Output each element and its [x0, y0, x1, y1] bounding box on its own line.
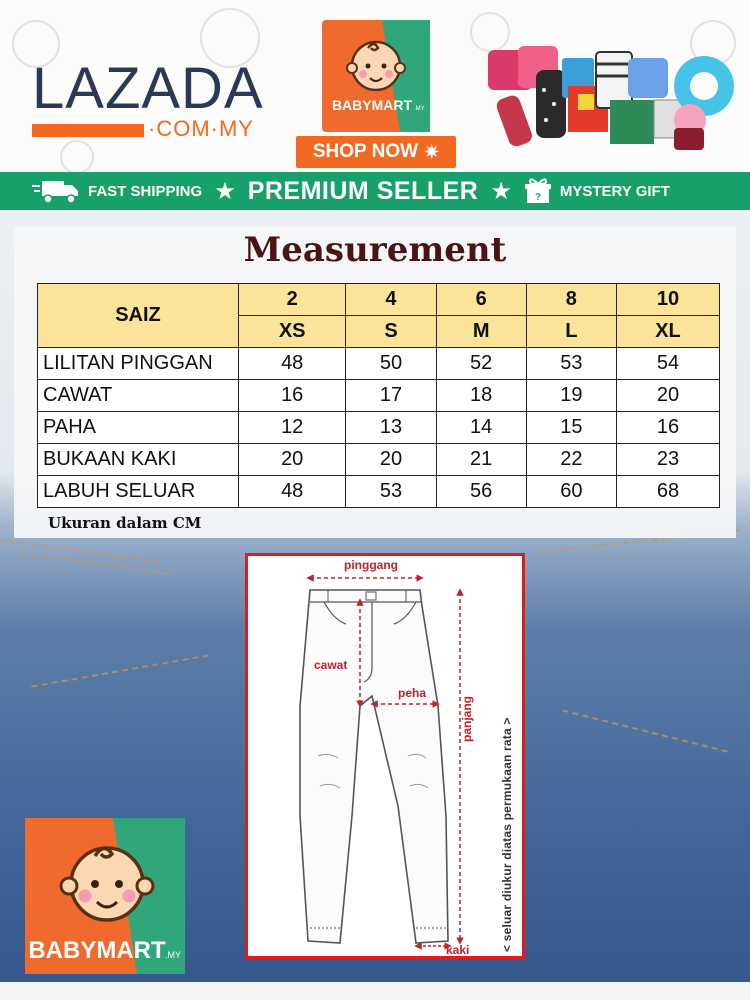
table-cell: 14: [436, 412, 526, 444]
logo-store-name: BABYMART: [28, 937, 166, 964]
size-letter-header: M: [436, 316, 526, 348]
table-cell: 20: [616, 380, 719, 412]
table-cell: 48: [239, 476, 346, 508]
table-cell: 12: [239, 412, 346, 444]
table-cell: 68: [616, 476, 719, 508]
mystery-gift-item: [524, 177, 670, 205]
shop-now-button[interactable]: [296, 136, 456, 168]
row-label: PAHA: [38, 412, 239, 444]
size-number-header: 6: [436, 284, 526, 316]
table-cell: 18: [436, 380, 526, 412]
table-cell: 13: [346, 412, 436, 444]
babymart-badge-logo: [322, 20, 430, 132]
size-chart-table: [37, 283, 720, 508]
table-cell: 52: [436, 348, 526, 380]
delivery-truck-icon: [32, 178, 80, 204]
babymart-logo: [25, 818, 185, 974]
table-cell: 20: [346, 444, 436, 476]
table-row: [38, 348, 720, 380]
fast-shipping-item: [32, 178, 202, 204]
pants-measurement-diagram: [245, 553, 525, 959]
unit-note: Ukuran dalam CM: [48, 514, 202, 532]
lazada-logo-text: LAZADA: [32, 56, 264, 121]
doodle-decoration: [60, 140, 94, 172]
row-label: CAWAT: [38, 380, 239, 412]
table-header-row: [38, 284, 720, 316]
table-cell: 53: [526, 348, 616, 380]
size-letter-header: L: [526, 316, 616, 348]
row-label: LILITAN PINGGAN: [38, 348, 239, 380]
store-header: [0, 0, 750, 172]
table-cell: 23: [616, 444, 719, 476]
size-number-header: 2: [239, 284, 346, 316]
table-cell: 22: [526, 444, 616, 476]
lazada-logo-domain: ·COM·MY: [148, 116, 254, 141]
badge-store-suffix: .MY: [414, 106, 425, 112]
badge-store-name: BABYMART: [331, 97, 413, 113]
table-row: [38, 476, 720, 508]
table-cell: 50: [346, 348, 436, 380]
promo-banner: [0, 172, 750, 210]
table-row: [38, 444, 720, 476]
bottom-strip: [0, 982, 750, 1000]
star-icon: ★: [214, 177, 236, 205]
measurement-title: Measurement: [243, 230, 507, 270]
size-number-header: 4: [346, 284, 436, 316]
baby-products-collage: [478, 40, 740, 160]
kaki-label: kaki: [446, 943, 470, 957]
table-cell: 48: [239, 348, 346, 380]
table-cell: 16: [616, 412, 719, 444]
premium-seller-label: PREMIUM SELLER: [247, 176, 479, 205]
table-cell: 60: [526, 476, 616, 508]
table-cell: 19: [526, 380, 616, 412]
stitch-line: [31, 654, 209, 687]
shop-now-label: SHOP NOW: [312, 141, 419, 162]
table-row: [38, 412, 720, 444]
gift-box-icon: [524, 177, 552, 205]
size-letter-header: XS: [239, 316, 346, 348]
table-cell: 53: [346, 476, 436, 508]
peha-label: peha: [398, 686, 427, 700]
saiz-header: SAIZ: [38, 284, 239, 348]
table-row: [38, 380, 720, 412]
fast-shipping-label: FAST SHIPPING: [88, 182, 203, 200]
stitch-line: [21, 552, 170, 575]
mystery-gift-label: MYSTERY GIFT: [559, 182, 670, 200]
panjang-label: panjang: [460, 695, 474, 742]
logo-store-suffix: .MY: [165, 950, 182, 960]
table-cell: 21: [436, 444, 526, 476]
size-number-header: 8: [526, 284, 616, 316]
table-cell: 20: [239, 444, 346, 476]
measurement-side-note: < seluar diukur diatas permukaan rata >: [500, 717, 514, 952]
table-cell: 16: [239, 380, 346, 412]
table-cell: 17: [346, 380, 436, 412]
table-cell: 56: [436, 476, 526, 508]
pants-outline-icon: [248, 556, 522, 956]
size-letter-header: S: [346, 316, 436, 348]
size-number-header: 10: [616, 284, 719, 316]
lazada-logo-bar: [32, 124, 144, 137]
stitch-line: [562, 709, 727, 752]
table-cell: 15: [526, 412, 616, 444]
cursor-click-icon: ✷: [424, 141, 440, 162]
row-label: BUKAAN KAKI: [38, 444, 239, 476]
size-letter-header: XL: [616, 316, 719, 348]
svg-text:?: ?: [534, 192, 541, 203]
star-icon: ★: [490, 177, 512, 205]
cawat-label: cawat: [314, 658, 348, 672]
table-cell: 54: [616, 348, 719, 380]
row-label: LABUH SELUAR: [38, 476, 239, 508]
pinggang-label: pinggang: [344, 558, 398, 572]
